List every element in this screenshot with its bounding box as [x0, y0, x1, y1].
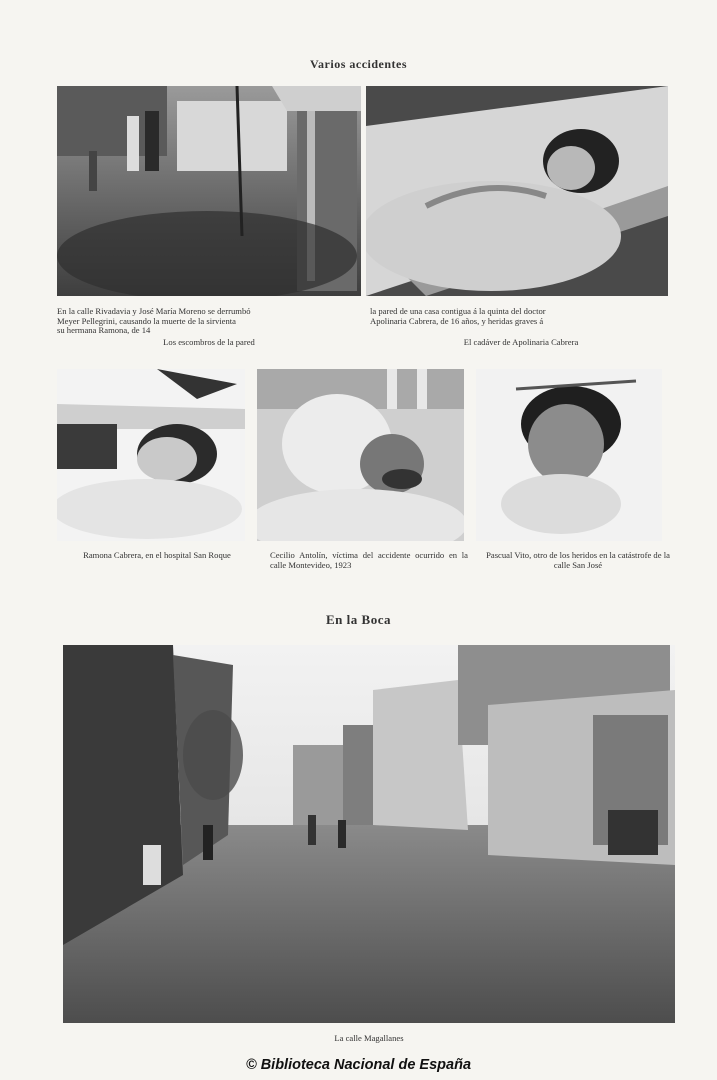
photo-body-on-stretcher — [366, 86, 668, 296]
caption-stretcher-text: la pared de una casa contigua á la quinta del doctor Apolinaria Cabrera, de 16 años, y heridas graves á — [370, 306, 546, 326]
caption-cecilio-antolin: Cecilio Antolín, víctima del accidente ocurrido en la calle Montevideo, 1923 — [270, 550, 468, 570]
caption-ramona-cabrera: Ramona Cabrera, en el hospital San Roque — [83, 550, 231, 560]
photo-flooded-street — [63, 645, 675, 1023]
photo-rubble-of-wall — [57, 86, 361, 296]
photo-cecilio-antolin — [257, 369, 464, 541]
caption-rubble-text: En la calle Rivadavia y José María Moreno se derrumbó Meyer Pellegrini, causando la muerte de la sirvienta su hermana Ramona, de 14 — [57, 306, 251, 336]
label-stretcher: El cadáver de Apolinaria Cabrera — [463, 337, 579, 347]
label-rubble: Los escombros de la pared — [163, 337, 255, 347]
photo-pascual-vito — [476, 369, 662, 541]
section-title-en-la-boca: En la Boca — [326, 612, 391, 627]
caption-la-calle-magallanes: La calle Magallanes — [334, 1033, 404, 1043]
library-credit: © Biblioteca Nacional de España — [245, 1057, 472, 1073]
photo-ramona-cabrera — [57, 369, 245, 541]
caption-pascual-vito: Pascual Vito, otro de los heridos en la catástrofe de la calle San José — [486, 550, 670, 570]
section-title-varios-accidentes: Varios accidentes — [309, 57, 408, 71]
